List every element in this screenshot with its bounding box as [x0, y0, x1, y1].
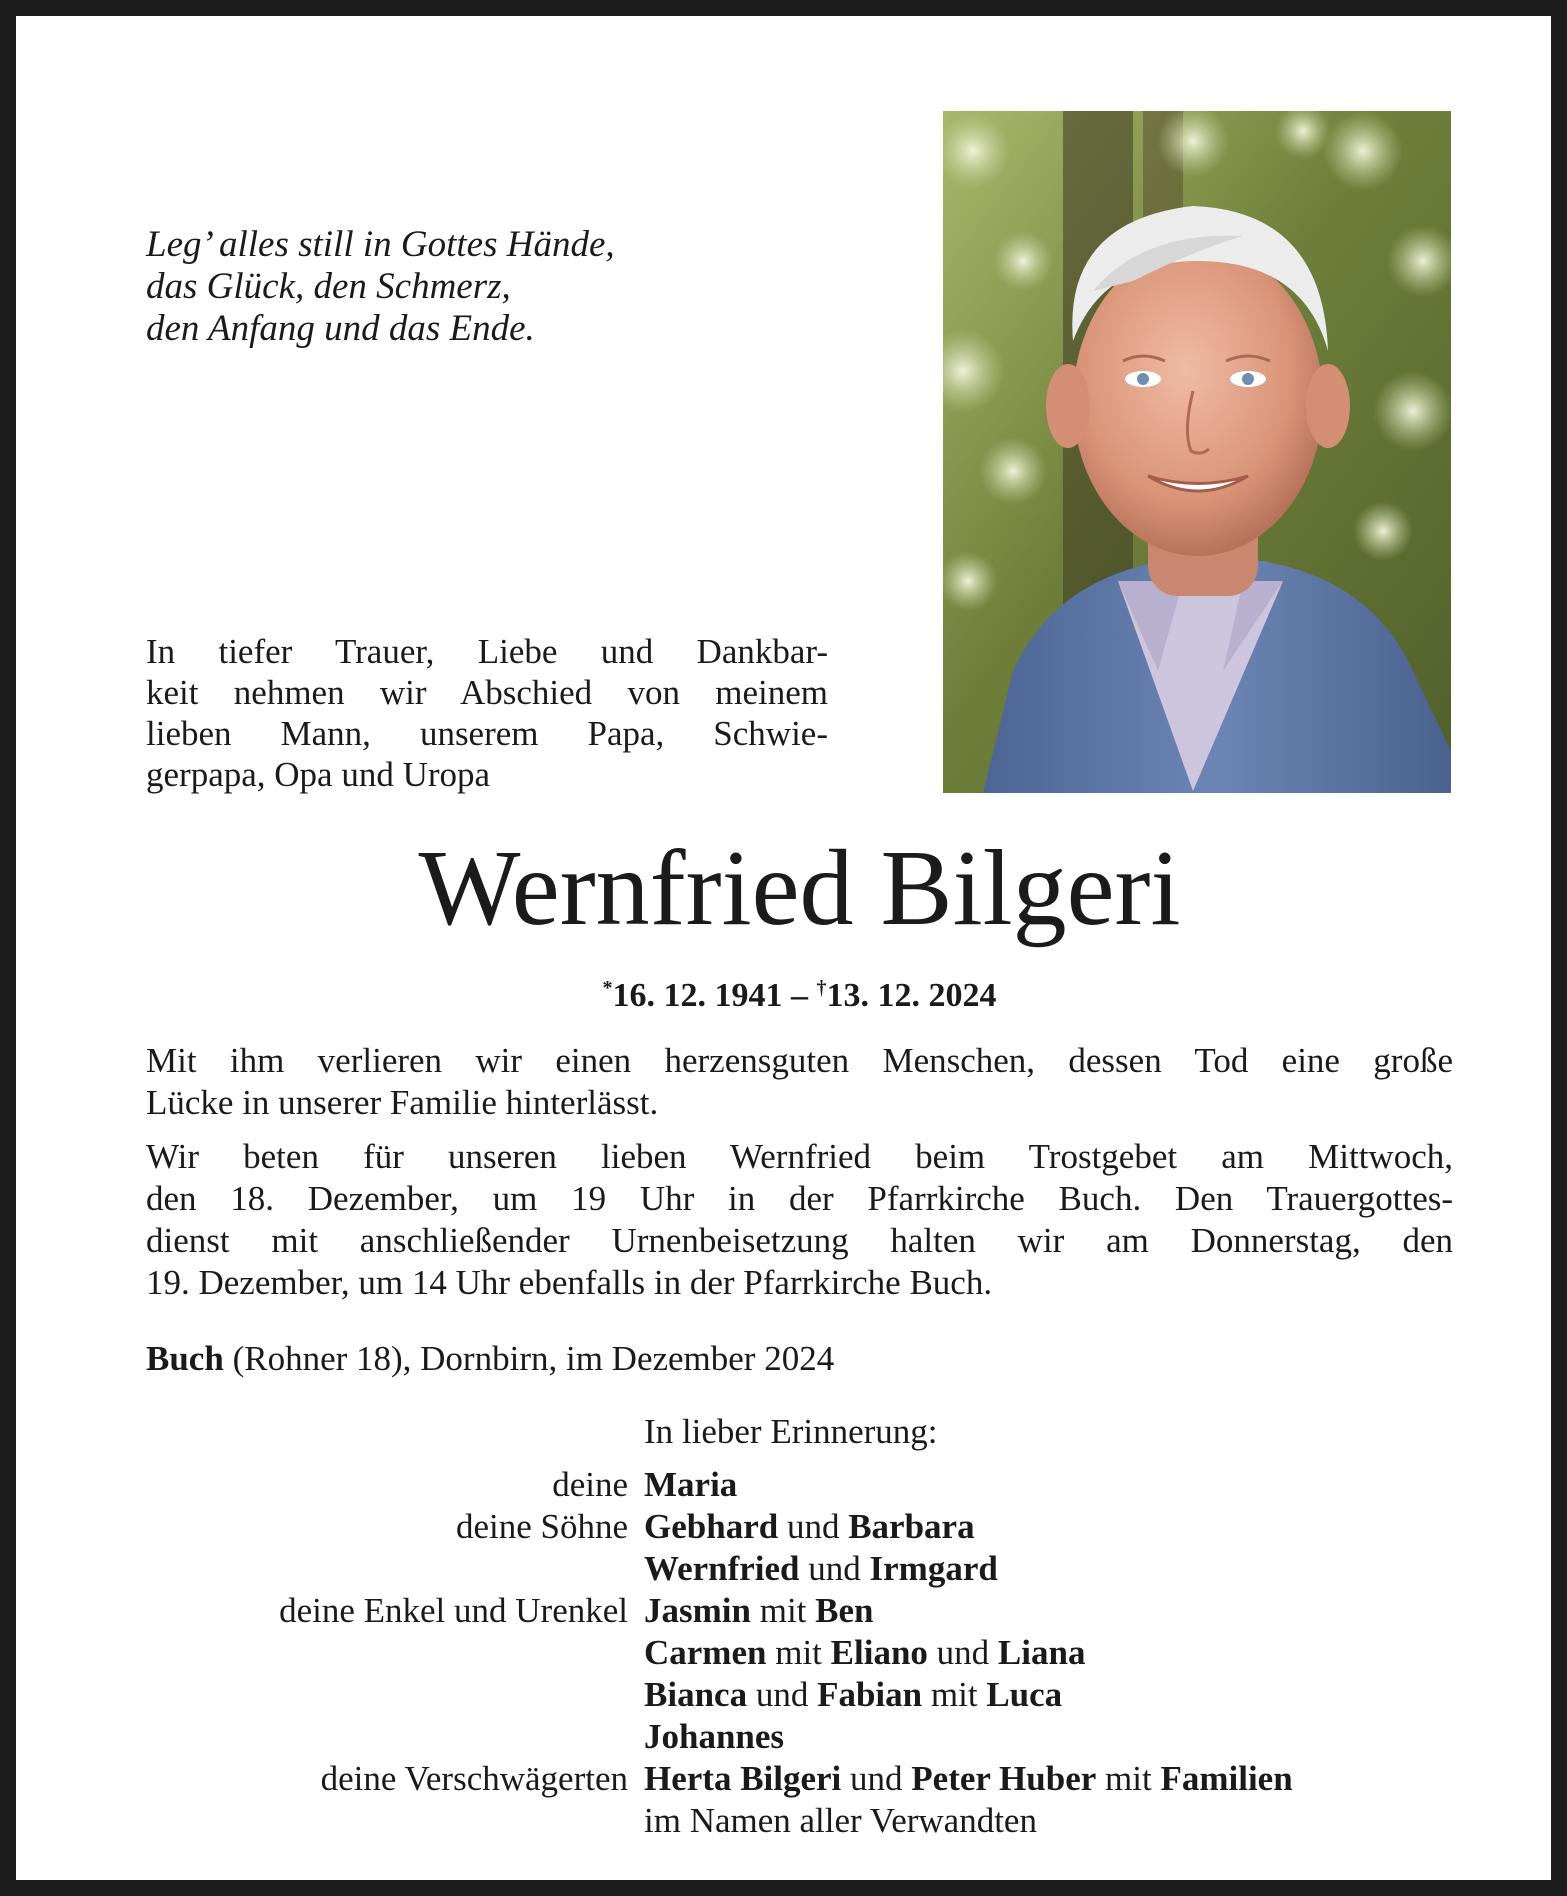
family-names [644, 1506, 975, 1548]
body-line: 19. Dezember, um 14 Uhr ebenfalls in der Pfarrkirche Buch. [146, 1263, 993, 1302]
life-dates [16, 966, 1567, 1018]
family-member: Herta Bilgeri [644, 1759, 842, 1798]
family-connector: und [841, 1759, 912, 1798]
family-names [644, 1632, 1085, 1674]
birth-date: 16. 12. 1941 [612, 977, 783, 1014]
poem-line: das Glück, den Schmerz, [146, 266, 511, 307]
memory-heading: In lieber Erinnerung: [644, 1412, 938, 1451]
family-list [16, 1464, 1567, 1842]
family-names [644, 1464, 737, 1506]
family-member: Irmgard [869, 1549, 998, 1588]
body-line: Mit ihm verlieren wir einen herzensguten Menschen, dessen Tod eine große [146, 1041, 1453, 1080]
family-connector: mit [750, 1591, 816, 1630]
poem-line: den Anfang und das Ende. [146, 308, 535, 349]
family-row [16, 1590, 1567, 1632]
family-member: Eliano [830, 1633, 928, 1672]
family-connector: mit [1096, 1759, 1161, 1798]
death-mark: † [816, 977, 827, 999]
birth-mark: * [602, 977, 613, 999]
family-connector: und [747, 1675, 818, 1714]
death-date: 13. 12. 2024 [826, 977, 997, 1014]
family-names [644, 1590, 874, 1632]
intro-line: In tiefer Trauer, Liebe und Dankbar- [146, 632, 828, 671]
family-row [16, 1506, 1567, 1548]
family-row [16, 1464, 1567, 1506]
family-member: Barbara [848, 1507, 975, 1546]
portrait-photo-icon [943, 111, 1451, 793]
family-connector: und [927, 1633, 998, 1672]
family-row [16, 1674, 1567, 1716]
family-member: Familien [1160, 1759, 1293, 1798]
family-role: deine Enkel und Urenkel [279, 1591, 628, 1630]
intro-line: gerpapa, Opa und Uropa [146, 755, 491, 794]
body-line: Lücke in unserer Familie hinterlässt. [146, 1083, 659, 1122]
family-member: Wernfried [644, 1549, 800, 1588]
family-connector: mit [766, 1633, 831, 1672]
family-connector: und [799, 1549, 870, 1588]
family-member: Johannes [644, 1717, 785, 1756]
intro-text [146, 631, 828, 795]
place-town: Buch [146, 1339, 224, 1378]
intro-line: keit nehmen wir Abschied von meinem [146, 673, 828, 712]
intro-line: lieben Mann, unserem Papa, Schwie- [146, 714, 828, 753]
family-member: Peter Huber [911, 1759, 1097, 1798]
family-member: Fabian [817, 1675, 923, 1714]
family-member: Gebhard [644, 1507, 779, 1546]
family-role: deine Verschwägerten [320, 1759, 628, 1798]
family-connector: und [778, 1507, 849, 1546]
poem [146, 224, 706, 350]
body-line: den 18. Dezember, um 19 Uhr in der Pfarrkirche Buch. Den Trauergottes- [146, 1179, 1453, 1218]
family-row [16, 1548, 1567, 1590]
deceased-name: Wernfried Bilgeri [418, 829, 1181, 948]
family-member: Maria [644, 1465, 738, 1504]
family-names [644, 1674, 1062, 1716]
family-row [16, 1632, 1567, 1674]
family-member: Liana [997, 1633, 1086, 1672]
poem-line: Leg’ alles still in Gottes Hände, [146, 224, 615, 265]
paragraph-2 [146, 1136, 1453, 1304]
body-line: dienst mit anschließender Urnenbeisetzung halten wir am Donnerstag, den [146, 1221, 1453, 1260]
family-row [16, 1758, 1567, 1800]
family-role: deine Söhne [455, 1507, 628, 1546]
family-connector: mit [922, 1675, 987, 1714]
place-date-line [146, 1338, 1146, 1380]
family-closing: im Namen aller Verwandten [644, 1801, 1037, 1840]
family-role: deine [552, 1465, 628, 1504]
paragraph-1 [146, 1040, 1453, 1124]
family-names [644, 1548, 998, 1590]
family-member: Carmen [644, 1633, 767, 1672]
body-text [146, 1040, 1453, 1304]
family-row [16, 1716, 1567, 1758]
date-separator: – [782, 977, 817, 1014]
body-line: Wir beten für unseren lieben Wernfried beim Trostgebet am Mittwoch, [146, 1137, 1453, 1176]
family-member: Ben [815, 1591, 874, 1630]
family-member: Luca [986, 1675, 1063, 1714]
family-names [644, 1716, 784, 1758]
place-rest: (Rohner 18), Dornbirn, im Dezember 2024 [223, 1339, 835, 1378]
family-row [16, 1800, 1567, 1842]
family-names [644, 1758, 1293, 1800]
family-member: Bianca [644, 1675, 748, 1714]
portrait-photo [943, 111, 1451, 793]
family-member: Jasmin [644, 1591, 751, 1630]
